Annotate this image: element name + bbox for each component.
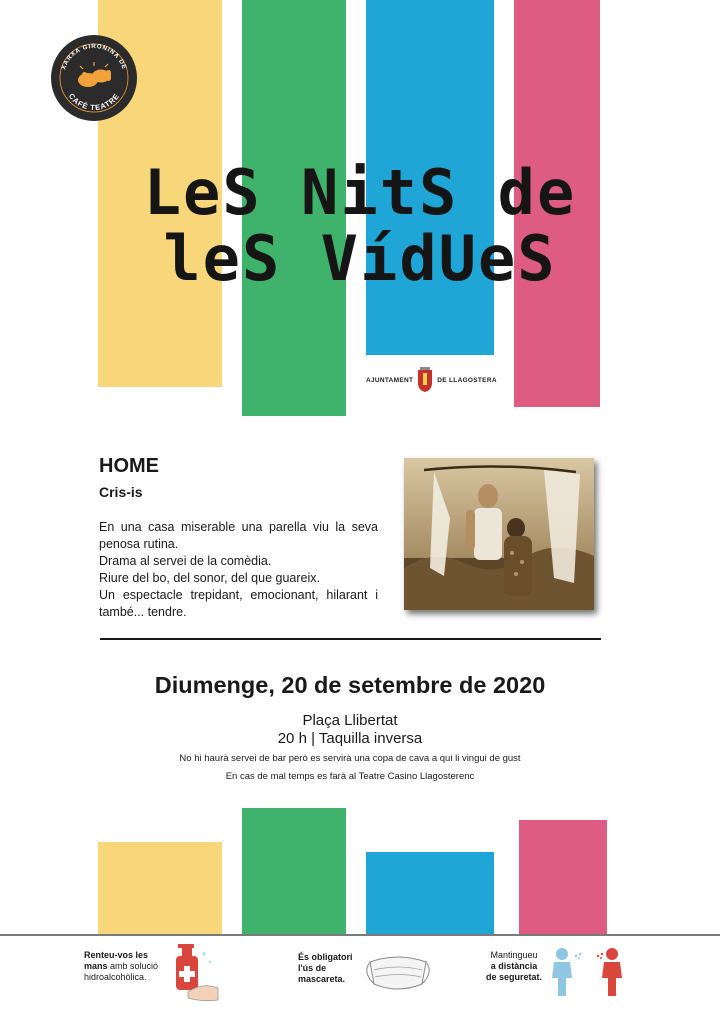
covid-footer	[0, 934, 720, 1018]
svg-text:XARXA GIRONINA DE: XARXA GIRONINA DE	[60, 42, 128, 71]
event-time-ticket: 20 h | Taquilla inversa	[277, 730, 423, 747]
svg-text:CAFÈ TEATRE: CAFÈ TEATRE	[66, 91, 122, 113]
bottom-bar-yellow	[98, 842, 222, 934]
show-title: HOME	[99, 455, 159, 477]
mask-icon	[360, 948, 436, 998]
desc-line: Un espectacle trepidant, emocionant, hilarant i també... tendre.	[99, 588, 378, 619]
sponsor-ajuntament	[366, 364, 506, 396]
desc-line: Drama al servei de la comèdia.	[99, 554, 272, 568]
distance-text-1: Mantingueu	[490, 950, 538, 960]
hands-text-3: amb solució	[107, 961, 159, 971]
mask-text-2: l'ús de	[298, 963, 327, 973]
bottom-bar-blue	[366, 852, 494, 934]
section-divider	[100, 638, 601, 640]
event-place: Plaça Llibertat	[302, 712, 398, 729]
distance-text-2: a distància	[490, 961, 538, 971]
event-note-bar: No hi haurà servei de bar però es servirà una copa de cava a qui li vingui de gust	[179, 753, 521, 764]
mask-text-1: És obligatori	[298, 952, 353, 962]
hands-text-1: Renteu-vos les	[84, 950, 149, 960]
desc-line: En una casa miserable una parella viu la seva penosa rutina.	[99, 520, 378, 551]
hand-sanitizer-icon	[158, 942, 222, 1004]
distance-text-3: de seguretat.	[486, 972, 543, 982]
title-line-2: leS VídUeS	[163, 222, 557, 295]
cafe-teatre-logo	[50, 34, 138, 122]
hands-text-2: mans	[84, 961, 108, 971]
mask-text-3: mascareta.	[298, 974, 346, 984]
desc-line: Riure del bo, del sonor, del que guareix.	[99, 571, 320, 585]
show-photo	[404, 458, 594, 610]
hands-text-4: hidroalcohòlica.	[84, 972, 147, 982]
coat-of-arms-icon	[417, 367, 433, 393]
show-description	[99, 519, 378, 621]
sponsor-left-text: AJUNTAMENT	[366, 376, 414, 384]
event-venue	[60, 712, 640, 748]
sponsor-right-text: DE LLAGOSTERA	[437, 376, 497, 384]
event-date: Diumenge, 20 de setembre de 2020	[154, 672, 546, 698]
event-note-weather: En cas de mal temps es farà al Teatre Casino Llagosterenc	[225, 771, 475, 782]
distance-notice	[486, 950, 542, 983]
show-company: Cris-is	[99, 484, 143, 500]
mask-notice	[298, 952, 353, 985]
bottom-bar-green	[242, 808, 346, 934]
hands-notice	[84, 950, 158, 983]
poster-title	[100, 156, 620, 295]
bottom-bar-pink	[519, 820, 607, 934]
title-line-1: LeS NitS de	[143, 156, 577, 229]
distance-icon	[548, 944, 628, 1000]
